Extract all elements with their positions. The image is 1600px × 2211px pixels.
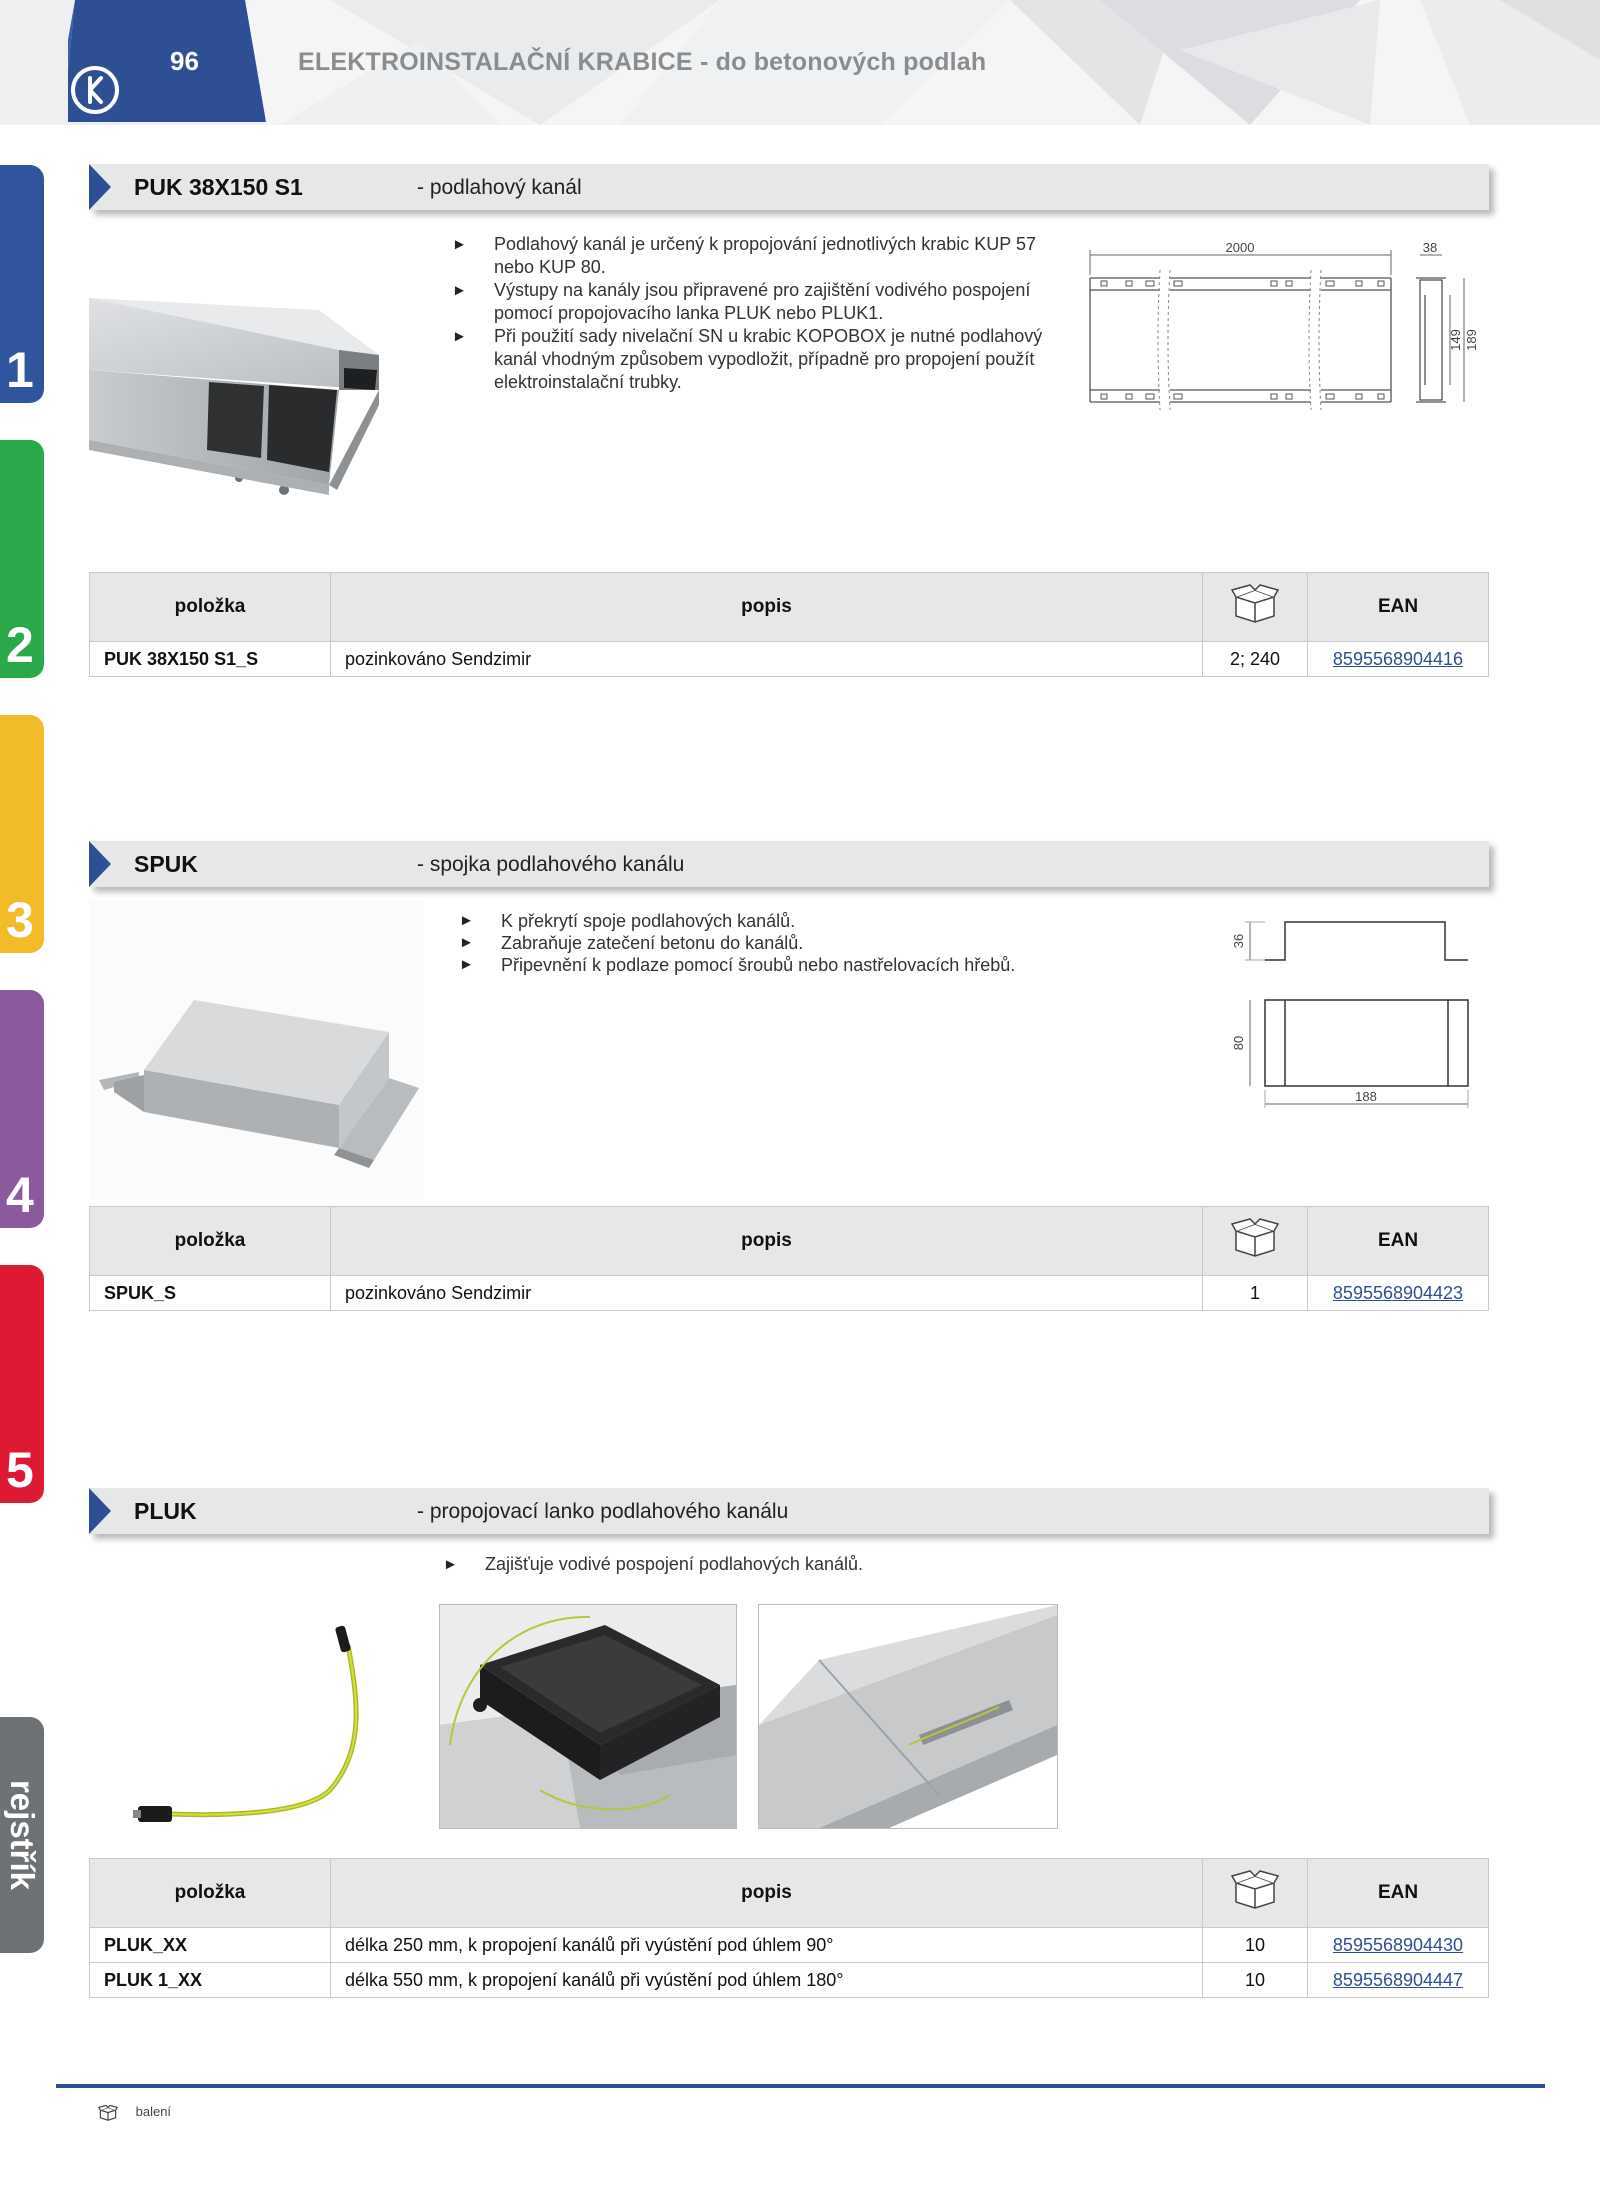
dimension-depth: 80 [1231,1035,1246,1051]
feature-list [459,910,1059,976]
column-pack [1203,573,1308,642]
feature-item: ► K překrytí spoje podlahových kanálů. [459,910,1059,932]
table-header-row [90,1207,1489,1276]
cell-desc: pozinkováno Sendzimir [331,1276,1203,1311]
column-pack [1203,1207,1308,1276]
footer-divider [56,2084,1545,2088]
section-code: PUK 38X150 S1 [134,174,303,200]
coupler-dimension-drawing [1225,910,1500,1110]
product-table-spuk [89,1206,1489,1311]
feature-item: ► Zabraňuje zatečení betonu do kanálů. [459,932,1059,954]
section-bar-pluk [89,1488,1489,1534]
section-marker-icon [89,1488,111,1534]
feature-item: ► Podlahový kanál je určený k propojování jednotlivých krabic KUP 57 nebo KUP 80. [452,233,1062,279]
box-icon [1230,1218,1280,1258]
column-desc: popis [331,1859,1203,1928]
side-tab-label: 5 [6,1442,34,1498]
dimension-inner: 149 [1448,329,1463,351]
box-icon [98,2105,118,2121]
cell-pack: 10 [1203,1928,1308,1963]
ean-link[interactable]: 8595568904423 [1332,1282,1464,1303]
coupler-photo [89,900,424,1200]
feature-item: ► Připevnění k podlaze pomocí šroubů nebo nastřelovacích hřebů. [459,954,1059,976]
section-bar-puk [89,164,1489,210]
feature-list [452,233,1062,394]
dimension-length: 2000 [1225,240,1255,255]
column-pack [1203,1859,1308,1928]
side-tab-3[interactable] [0,715,44,953]
page-number: 96 [170,46,199,76]
installation-photo-box [439,1604,737,1829]
section-marker-icon [89,164,111,210]
k-logo-icon [68,63,122,117]
side-tab-label: 4 [6,1167,34,1223]
section-title: - spojka podlahového kanálu [417,853,685,876]
cell-item: PLUK 1_XX [90,1963,331,1998]
feature-list [443,1553,1043,1576]
section-code: PLUK [134,1498,197,1524]
section-bar-spuk [89,841,1489,887]
section-code: SPUK [134,851,198,877]
feature-item: ► Výstupy na kanály jsou připravené pro zajištění vodivého pospojení pomocí propojovacího lanka PLUK nebo PLUK1. [452,279,1062,325]
product-table-puk [89,572,1489,677]
section-title: - podlahový kanál [417,176,582,199]
cell-item: PLUK_XX [90,1928,331,1963]
table-row [90,1276,1489,1311]
column-ean: EAN [1308,573,1489,642]
installation-photo-joint [758,1604,1058,1829]
cell-pack: 10 [1203,1963,1308,1998]
table-header-row [90,1859,1489,1928]
dimension-height: 36 [1231,933,1246,949]
table-row [90,1963,1489,1998]
dimension-length: 188 [1355,1089,1377,1104]
side-tab-5[interactable] [0,1265,44,1503]
cell-desc: pozinkováno Sendzimir [331,642,1203,677]
box-icon [1230,584,1280,624]
side-tab-2[interactable] [0,440,44,678]
column-item: položka [90,1859,331,1928]
side-tab-4[interactable] [0,990,44,1228]
side-tab-label: 1 [6,342,34,398]
cable-photo [130,1620,420,1830]
dimension-outer: 189 [1464,329,1479,351]
side-tab-1[interactable] [0,165,44,403]
footer-legend [98,2104,171,2121]
cell-desc: délka 250 mm, k propojení kanálů při vyústění pod úhlem 90° [331,1928,1203,1963]
product-table-pluk [89,1858,1489,1998]
column-item: položka [90,573,331,642]
column-desc: popis [331,1207,1203,1276]
feature-item: ► Zajišťuje vodivé pospojení podlahových kanálů. [443,1553,1043,1576]
column-ean: EAN [1308,1207,1489,1276]
side-tab-index[interactable] [0,1717,44,1953]
section-marker-icon [89,841,111,887]
side-tab-index-label: rejstřík [4,1779,41,1891]
box-icon [1230,1870,1280,1910]
ean-link[interactable]: 8595568904416 [1332,648,1464,669]
side-tab-label: 2 [6,617,34,673]
channel-dimension-drawing [1086,240,1496,415]
ean-link[interactable]: 8595568904430 [1332,1934,1464,1955]
section-title: - propojovací lanko podlahového kanálu [417,1500,789,1523]
dimension-width: 38 [1422,240,1438,255]
cell-desc: délka 550 mm, k propojení kanálů při vyústění pod úhlem 180° [331,1963,1203,1998]
column-desc: popis [331,573,1203,642]
table-row [90,1928,1489,1963]
table-row [90,642,1489,677]
ean-link[interactable]: 8595568904447 [1332,1969,1464,1990]
cell-pack: 1 [1203,1276,1308,1311]
cell-item: SPUK_S [90,1276,331,1311]
column-item: položka [90,1207,331,1276]
feature-item: ► Při použití sady nivelační SN u krabic KOPOBOX je nutné podlahový kanál vhodným způsobem vypodložit, případně pro propojení použít elektroinstalační trubky. [452,325,1062,394]
cell-pack: 2; 240 [1203,642,1308,677]
table-header-row [90,573,1489,642]
column-ean: EAN [1308,1859,1489,1928]
page-title: ELEKTROINSTALAČNÍ KRABICE - do betonových podlah [298,48,987,76]
footer-legend-label: balení [135,2104,172,2119]
channel-photo [89,290,389,520]
cell-item: PUK 38X150 S1_S [90,642,331,677]
side-tab-label: 3 [6,892,34,948]
